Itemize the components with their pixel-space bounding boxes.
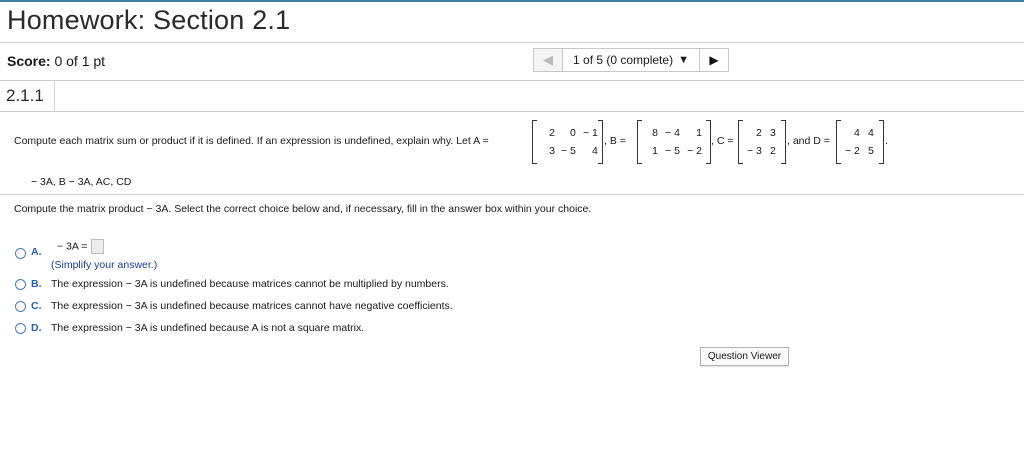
radio-button-c[interactable] bbox=[15, 301, 26, 312]
right-bracket bbox=[879, 120, 884, 164]
right-bracket bbox=[598, 120, 603, 164]
choice-c-text: The expression − 3A is undefined because matrices cannot have negative coefficients. bbox=[51, 300, 453, 312]
matrix-d bbox=[836, 120, 884, 164]
matrix-c-cell: 3 bbox=[770, 127, 776, 139]
top-accent-rule bbox=[0, 0, 1024, 2]
matrix-d-cell: 4 bbox=[854, 127, 860, 139]
matrix-a-cell: − 5 bbox=[561, 145, 576, 157]
matrix-d-label: , and D = bbox=[787, 135, 830, 147]
question-number: 2.1.1 bbox=[6, 86, 44, 105]
page-title: Homework: Section 2.1 bbox=[7, 5, 291, 35]
matrix-b-cell: 1 bbox=[696, 127, 702, 139]
matrix-b-cell: − 4 bbox=[665, 127, 680, 139]
choice-d-text: The expression − 3A is undefined because A is not a square matrix. bbox=[51, 322, 365, 334]
prompt-period: . bbox=[885, 135, 888, 147]
matrix-a-cell: − 1 bbox=[583, 127, 598, 139]
matrix-c-cell: − 3 bbox=[747, 145, 762, 157]
choice-a-text: − 3A = bbox=[57, 240, 88, 253]
matrix-b-label: , B = bbox=[604, 135, 626, 147]
matrix-d-cell: 4 bbox=[868, 127, 874, 139]
next-question-button[interactable] bbox=[699, 48, 729, 72]
divider bbox=[0, 42, 1024, 43]
score-label: Score: bbox=[7, 53, 51, 69]
choice-b-letter: B. bbox=[31, 278, 42, 290]
matrix-c-label: , C = bbox=[711, 135, 734, 147]
matrix-a bbox=[532, 120, 603, 164]
matrix-a-cell: 4 bbox=[592, 145, 598, 157]
radio-button-a[interactable] bbox=[15, 248, 26, 259]
question-select-dropdown[interactable] bbox=[563, 48, 699, 72]
choice-d-letter: D. bbox=[31, 322, 42, 334]
divider bbox=[0, 194, 1024, 195]
choice-a[interactable] bbox=[15, 239, 157, 271]
question-prompt: Compute each matrix sum or product if it is defined. If an expression is undefined, explain why. Let A = bbox=[14, 135, 489, 147]
matrix-c bbox=[738, 120, 786, 164]
right-bracket bbox=[781, 120, 786, 164]
question-position: 1 of 5 (0 complete) bbox=[573, 53, 674, 67]
matrix-d-cell: 5 bbox=[868, 145, 874, 157]
question-navigator bbox=[533, 48, 729, 72]
expression-list: − 3A, B − 3A, AC, CD bbox=[31, 176, 132, 188]
choice-b[interactable] bbox=[15, 278, 449, 290]
matrix-a-cell: 3 bbox=[549, 145, 555, 157]
score bbox=[7, 53, 105, 69]
matrix-b-cell: 1 bbox=[652, 145, 658, 157]
choice-c[interactable] bbox=[15, 300, 453, 312]
matrix-d-cell: − 2 bbox=[845, 145, 860, 157]
radio-button-b[interactable] bbox=[15, 279, 26, 290]
question-viewer-button[interactable]: Question Viewer bbox=[700, 347, 789, 366]
matrix-c-cell: 2 bbox=[770, 145, 776, 157]
score-value: 0 of 1 pt bbox=[54, 53, 106, 69]
choice-c-letter: C. bbox=[31, 300, 42, 312]
matrix-a-cell: 0 bbox=[570, 127, 576, 139]
answer-input-box[interactable] bbox=[91, 239, 104, 254]
radio-button-d[interactable] bbox=[15, 323, 26, 334]
matrix-a-cell: 2 bbox=[549, 127, 555, 139]
right-triangle-icon: ▶ bbox=[709, 53, 719, 67]
instruction-text: Compute the matrix product − 3A. Select the correct choice below and, if necessary, fill in the answer box within your choice. bbox=[14, 203, 592, 215]
left-bracket bbox=[637, 120, 642, 164]
down-triangle-icon: ▼ bbox=[678, 54, 689, 66]
matrix-b-cell: − 2 bbox=[687, 145, 702, 157]
simplify-hint: (Simplify your answer.) bbox=[51, 259, 158, 271]
left-triangle-icon: ◀ bbox=[543, 52, 553, 67]
matrix-b-cell: 8 bbox=[652, 127, 658, 139]
left-bracket bbox=[836, 120, 841, 164]
matrix-b bbox=[637, 120, 711, 164]
choice-d[interactable] bbox=[15, 322, 364, 334]
previous-question-button[interactable] bbox=[533, 48, 563, 72]
choice-a-content bbox=[51, 239, 157, 271]
left-bracket bbox=[532, 120, 537, 164]
matrix-b-cell: − 5 bbox=[665, 145, 680, 157]
choice-a-letter: A. bbox=[31, 246, 42, 258]
matrix-c-cell: 2 bbox=[756, 127, 762, 139]
choice-b-text: The expression − 3A is undefined because matrices cannot be multiplied by numbers. bbox=[51, 278, 449, 290]
divider bbox=[0, 111, 1024, 112]
divider bbox=[0, 80, 1024, 81]
left-bracket bbox=[738, 120, 743, 164]
